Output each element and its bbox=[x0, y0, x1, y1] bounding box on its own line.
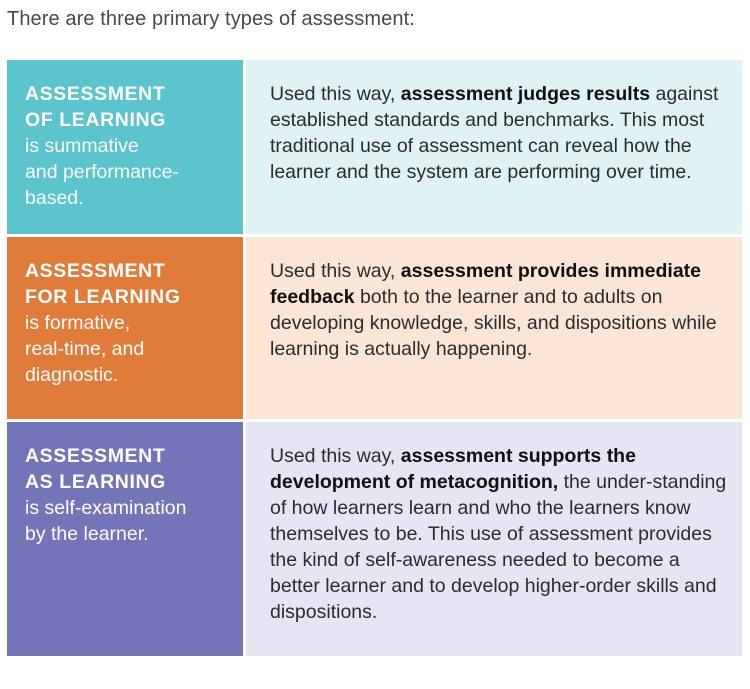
row-title-line: FOR LEARNING bbox=[25, 286, 181, 308]
desc-bold-text: assessment provides immediate feedback bbox=[270, 260, 702, 308]
row-desc-line: is self-examination bbox=[25, 497, 187, 519]
desc-text: against established standards and benchmarks. This most traditional use of assessment can reveal how the learner and the system are performing over time. bbox=[270, 83, 719, 183]
assessment-for-learning-cell bbox=[7, 237, 243, 419]
assessment-as-learning-cell bbox=[7, 422, 243, 656]
row-title-line: ASSESSMENT bbox=[25, 445, 166, 467]
assessment-of-learning-cell bbox=[7, 60, 243, 234]
desc-text: Used this way, bbox=[270, 445, 401, 467]
row-desc-line: based. bbox=[25, 187, 84, 209]
assessment-for-learning-description bbox=[246, 237, 742, 419]
row-title-line: ASSESSMENT bbox=[25, 260, 166, 282]
desc-bold-text: assessment judges results bbox=[400, 83, 651, 105]
row-desc-line: by the learner. bbox=[25, 523, 149, 545]
assessment-types-table bbox=[7, 60, 742, 659]
desc-text: Used this way, bbox=[270, 260, 401, 282]
desc-bold-text: assessment supports the development of metacognition, bbox=[270, 445, 636, 493]
desc-text: the under-standing of how learners learn and who the learners know themselves to be. This use of assessment provides the kind of self-awareness needed to become a better learner and to develop higher-order skills and dispositions. bbox=[270, 471, 727, 623]
row-desc-line: is summative bbox=[25, 135, 139, 157]
table-row bbox=[7, 60, 742, 234]
assessment-as-learning-description bbox=[246, 422, 742, 656]
row-desc-line: and performance- bbox=[25, 161, 179, 183]
row-desc-line: is formative, bbox=[25, 312, 131, 334]
row-title-line: OF LEARNING bbox=[25, 109, 166, 131]
intro-text: There are three primary types of assessment: bbox=[7, 8, 415, 30]
desc-text: both to the learner and to adults on developing knowledge, skills, and dispositions while learning is actually happening. bbox=[270, 286, 717, 360]
row-title-line: ASSESSMENT bbox=[25, 83, 166, 105]
table-row bbox=[7, 237, 742, 419]
table-row bbox=[7, 422, 742, 656]
desc-text: Used this way, bbox=[270, 83, 401, 105]
row-desc-line: diagnostic. bbox=[25, 364, 119, 386]
row-title-line: AS LEARNING bbox=[25, 471, 166, 493]
assessment-of-learning-description bbox=[246, 60, 742, 234]
row-desc-line: real-time, and bbox=[25, 338, 145, 360]
